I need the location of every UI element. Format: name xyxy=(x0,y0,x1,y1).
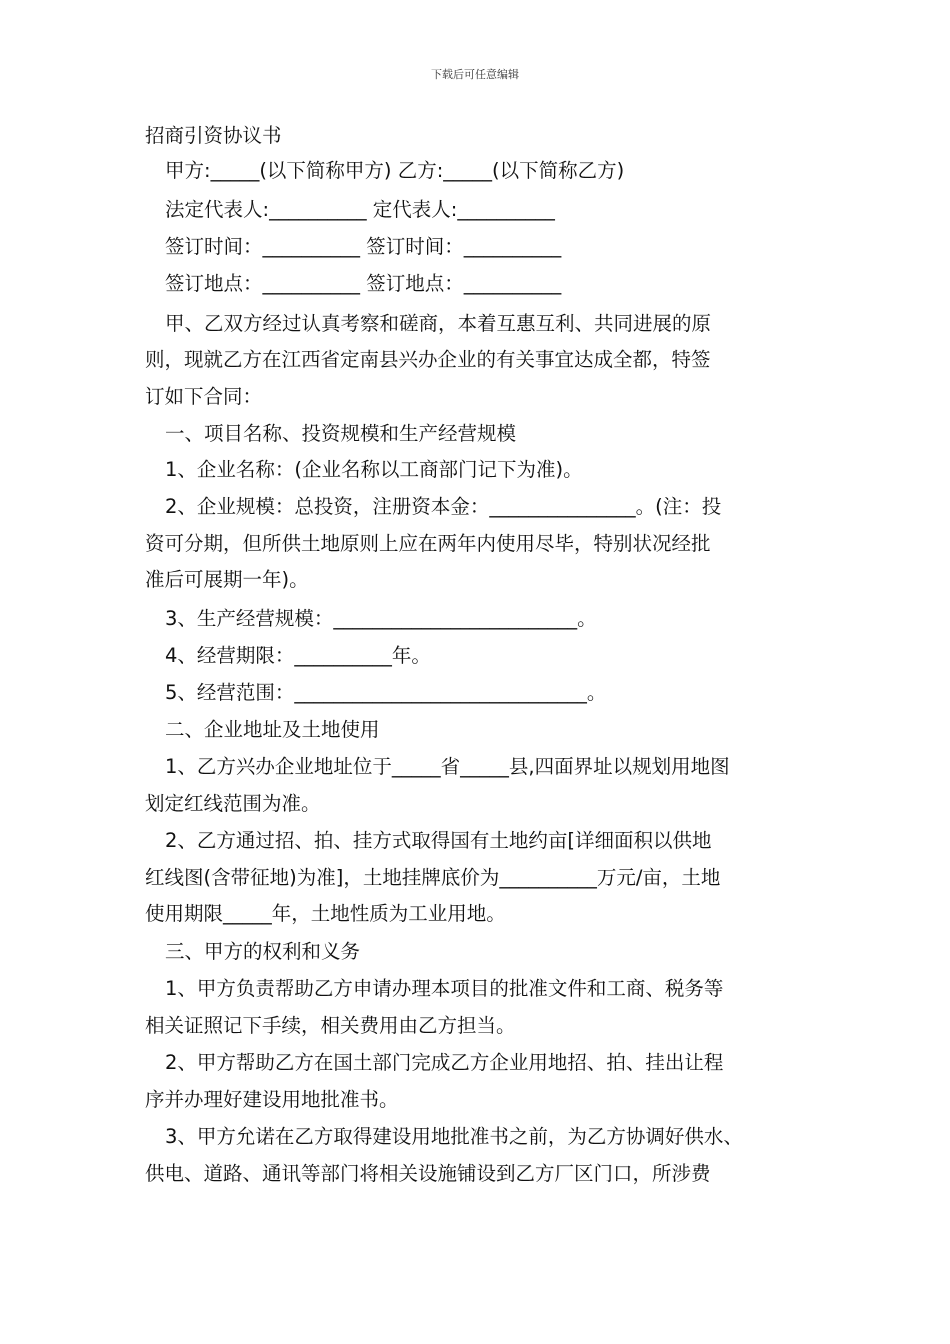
paragraph-line: 4、经营期限：__________年。 xyxy=(165,644,431,667)
paragraph-line: 资可分期，但所供土地原则上应在两年内使用尽毕，特别状况经批 xyxy=(145,532,711,555)
sign-place-line: 签订地点：__________ 签订地点：__________ xyxy=(165,272,562,295)
paragraph-line: 序并办理好建设用地批准书。 xyxy=(145,1088,399,1111)
paragraph-line: 相关证照记下手续，相关费用由乙方担当。 xyxy=(145,1014,516,1037)
paragraph-line: 使用期限_____年，土地性质为工业用地。 xyxy=(145,902,506,925)
document-title: 招商引资协议书 xyxy=(145,124,282,147)
paragraph-line: 则，现就乙方在江西省定南县兴办企业的有关事宜达成全都，特签 xyxy=(145,348,711,371)
paragraph-line: 订如下合同： xyxy=(145,385,263,408)
paragraph-line: 1、乙方兴办企业地址位于_____省_____县,四面界址以规划用地图 xyxy=(165,755,730,778)
paragraph-line: 2、企业规模：总投资，注册资本金：_______________。(注：投 xyxy=(165,495,722,518)
representative-line: 法定代表人:__________ 定代表人:__________ xyxy=(165,198,555,221)
paragraph-line: 1、甲方负责帮助乙方申请办理本项目的批准文件和工商、税务等 xyxy=(165,977,724,1000)
paragraph-line: 3、生产经营规模：_________________________。 xyxy=(165,607,597,630)
paragraph-line: 供电、道路、通讯等部门将相关设施铺设到乙方厂区门口，所涉费 xyxy=(145,1162,711,1185)
paragraph-line: 甲、乙双方经过认真考察和磋商，本着互惠互利、共同进展的原 xyxy=(165,312,712,335)
section-heading: 一、项目名称、投资规模和生产经营规模 xyxy=(165,422,517,445)
paragraph-line: 1、企业名称：(企业名称以工商部门记下为准)。 xyxy=(165,458,583,481)
paragraph-line: 准后可展期一年)。 xyxy=(145,568,309,591)
paragraph-line: 2、乙方通过招、拍、挂方式取得国有土地约亩[详细面积以供地 xyxy=(165,829,712,852)
paragraph-line: 2、甲方帮助乙方在国土部门完成乙方企业用地招、拍、挂出让程 xyxy=(165,1051,724,1074)
page-header: 下载后可任意编辑 xyxy=(431,68,519,81)
section-heading: 二、企业地址及土地使用 xyxy=(165,718,380,741)
paragraph-line: 红线图(含带征地)为准]，土地挂牌底价为__________万元/亩，土地 xyxy=(145,866,721,889)
paragraph-line: 划定红线范围为准。 xyxy=(145,792,321,815)
section-heading: 三、甲方的权利和义务 xyxy=(165,940,361,963)
paragraph-line: 5、经营范围：______________________________。 xyxy=(165,681,607,704)
paragraph-line: 3、甲方允诺在乙方取得建设用地批准书之前，为乙方协调好供水、 xyxy=(165,1125,743,1148)
party-line: 甲方:_____(以下简称甲方) 乙方:_____(以下简称乙方) xyxy=(165,159,625,182)
sign-time-line: 签订时间：__________ 签订时间：__________ xyxy=(165,235,562,258)
